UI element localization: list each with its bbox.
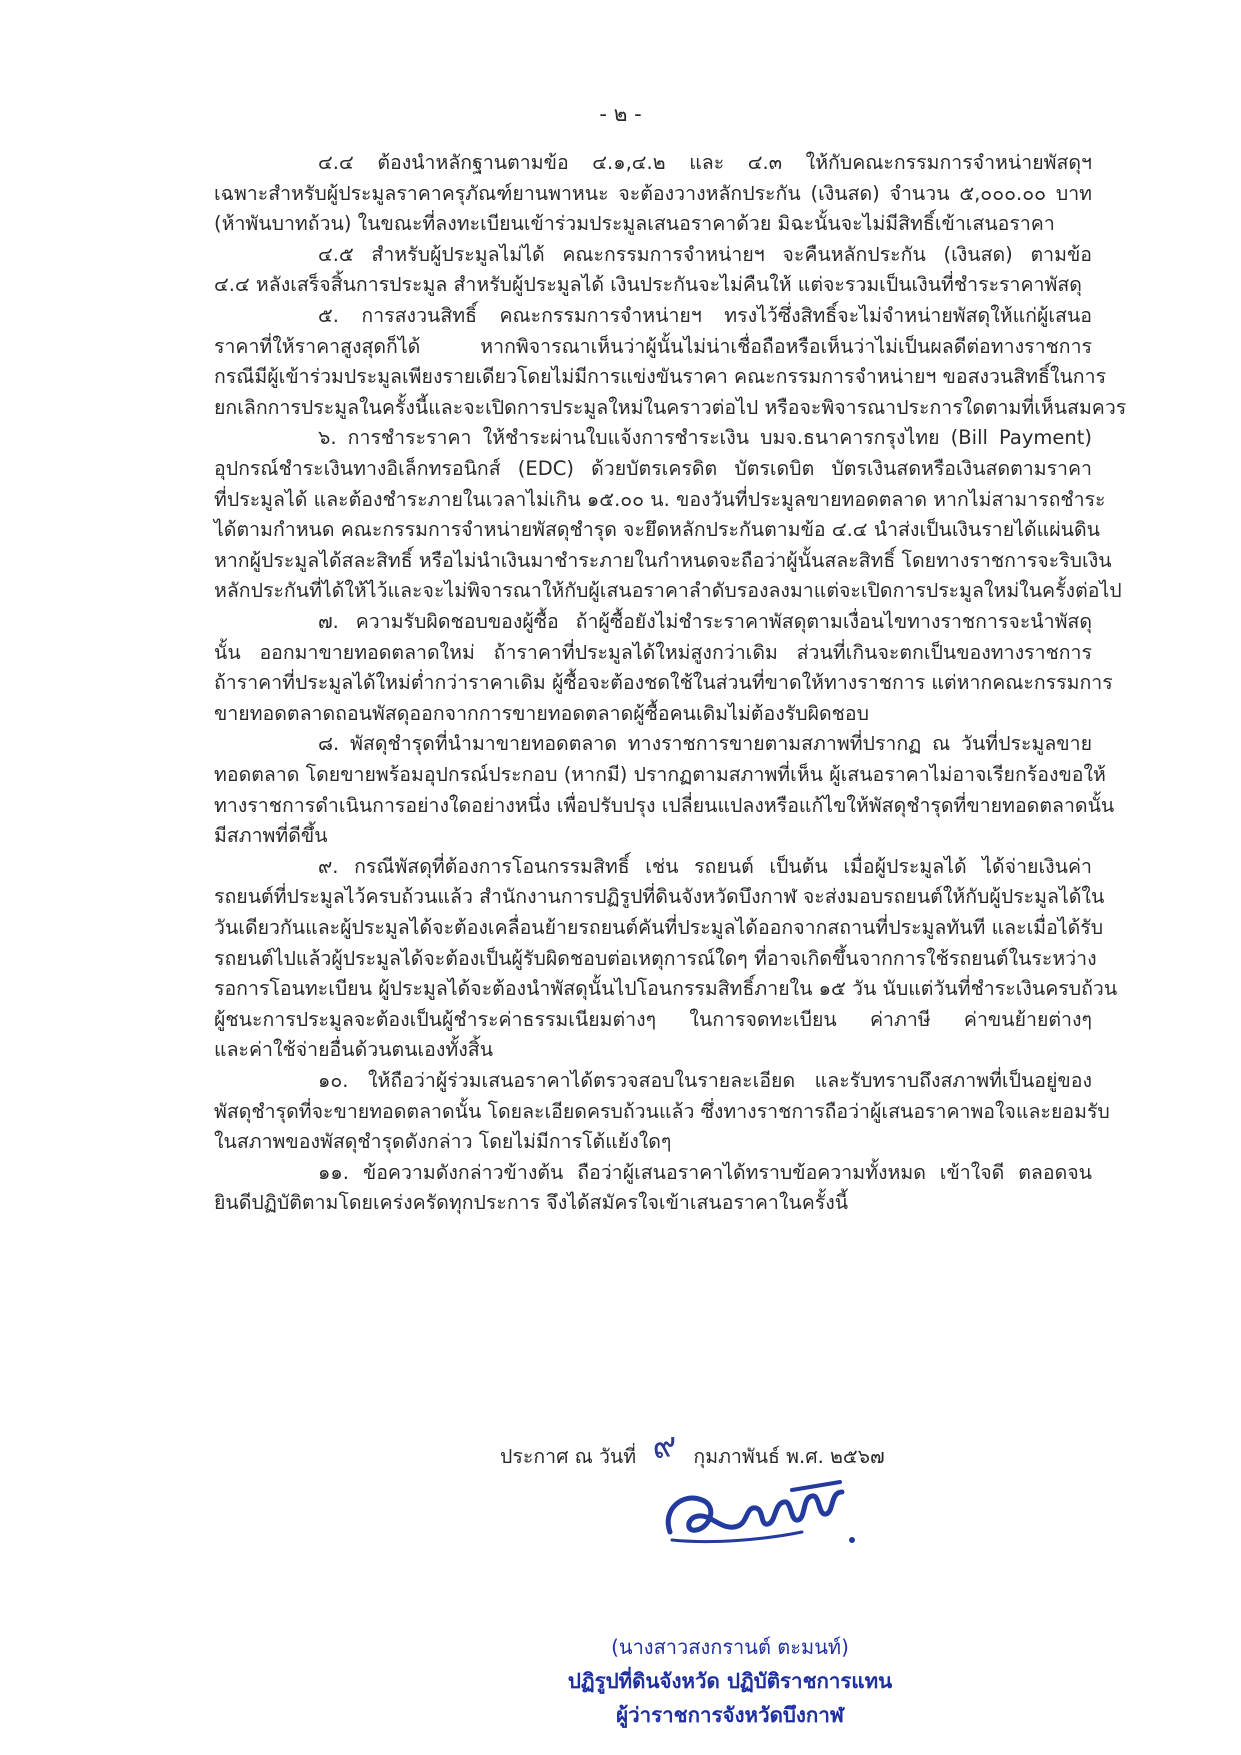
body-line: รถยนต์ที่ประมูลไว้ครบถ้วนแล้ว สำนักงานการปฏิรูปที่ดินจังหวัดบึงกาฬ จะส่งมอบรถยนต์ให้กับผู้ประมูลได้ใน <box>214 885 1105 909</box>
body-line: ยกเลิกการประมูลในครั้งนี้และจะเปิดการประมูลใหม่ในคราวต่อไป หรือจะพิจารณาประการใดตามที่เห็นสมควร <box>214 395 1127 419</box>
body-line: ถ้าราคาที่ประมูลได้ใหม่ต่ำกว่าราคาเดิม ผู้ซื้อจะต้องชดใช้ในส่วนที่ขาดให้ทางราชการ แต่หากคณะกรรมการ <box>214 671 1113 695</box>
body-line: ๖. การชำระราคา ให้ชำระผ่านใบแจ้งการชำระเงิน บมจ.ธนาคารกรุงไทย (Bill Payment) <box>318 426 1092 450</box>
signatory-title-line1: ปฏิรูปที่ดินจังหวัด ปฏิบัติราชการแทน <box>567 1669 893 1693</box>
signatory-name: (นางสาวสงกรานต์ ตะมนท์) <box>611 1635 849 1659</box>
handwritten-signature <box>652 1470 862 1570</box>
body-line: เฉพาะสำหรับผู้ประมูลราคาครุภัณฑ์ยานพาหนะ จะต้องวางหลักประกัน (เงินสด) จำนวน ๕,๐๐๐.๐๐ บาท <box>214 181 1092 205</box>
body-line: ยินดีปฏิบัติตามโดยเคร่งครัดทุกประการ จึงได้สมัครใจเข้าเสนอราคาในครั้งนี้ <box>214 1191 849 1215</box>
body-line: ทอดตลาด โดยขายพร้อมอุปกรณ์ประกอบ (หากมี) ปรากฏตามสภาพที่เห็น ผู้เสนอราคาไม่อาจเรียกร้องขอให้ <box>214 763 1106 786</box>
body-line: ทางราชการดำเนินการอย่างใดอย่างหนึ่ง เพื่อปรับปรุง เปลี่ยนแปลงหรือแก้ไขให้พัสดุชำรุดที่ขายทอดตลาดนั้น <box>214 793 1115 817</box>
date-suffix: กุมภาพันธ์ พ.ศ. ๒๕๖๗ <box>693 1445 885 1468</box>
date-day-handwritten: ๙ <box>649 1424 681 1468</box>
body-line: วันเดียวกันและผู้ประมูลได้จะต้องเคลื่อนย้ายรถยนต์คันที่ประมูลได้ออกจากสถานที่ประมูลทันที และเมื่อได้รับ <box>214 916 1104 939</box>
body-line: อุปกรณ์ชำระเงินทางอิเล็กทรอนิกส์ (EDC) ด้วยบัตรเครดิต บัตรเดบิต บัตรเงินสดหรือเงินสดตามราคา <box>214 457 1092 480</box>
date-prefix: ประกาศ ณ วันที่ <box>500 1445 637 1468</box>
body-line: ขายทอดตลาดถอนพัสดุออกจากการขายทอดตลาดผู้ซื้อคนเดิมไม่ต้องรับผิดชอบ <box>214 701 869 725</box>
body-line: ๑๑. ข้อความดังกล่าวข้างต้น ถือว่าผู้เสนอราคาได้ทราบข้อความทั้งหมด เข้าใจดี ตลอดจน <box>318 1160 1092 1184</box>
body-line: ๔.๔ ต้องนำหลักฐานตามข้อ ๔.๑,๔.๒ และ ๔.๓ ให้กับคณะกรรมการจำหน่ายพัสดุฯ <box>318 151 1092 174</box>
body-line: ๔.๕ สำหรับผู้ประมูลไม่ได้ คณะกรรมการจำหน่ายฯ จะคืนหลักประกัน (เงินสด) ตามข้อ <box>318 242 1092 266</box>
signature-block <box>520 1630 940 1732</box>
body-line: ๕. การสงวนสิทธิ์ คณะกรรมการจำหน่ายฯ ทรงไว้ซึ่งสิทธิ์จะไม่จำหน่ายพัสดุให้แก่ผู้เสนอ <box>318 304 1092 327</box>
body-line: ๘. พัสดุชำรุดที่นำมาขายทอดตลาด ทางราชการขายตามสภาพที่ปรากฏ ณ วันที่ประมูลขาย <box>318 732 1092 756</box>
body-line: ราคาที่ให้ราคาสูงสุดก็ได้ หากพิจารณาเห็นว่าผู้นั้นไม่น่าเชื่อถือหรือเห็นว่าไม่เป็นผลดีต่อทางราชการ <box>214 334 1092 358</box>
page-number: - ๒ - <box>599 102 642 126</box>
body-line: ได้ตามกำหนด คณะกรรมการจำหน่ายพัสดุชำรุด จะยึดหลักประกันตามข้อ ๔.๔ นำส่งเป็นเงินรายได้แผ่นดิน <box>214 518 1100 542</box>
body-line: หากผู้ประมูลได้สละสิทธิ์ หรือไม่นำเงินมาชำระภายในกำหนดจะถือว่าผู้นั้นสละสิทธิ์ โดยทางราชการจะริบเงิน <box>214 548 1112 572</box>
body-line: พัสดุชำรุดที่จะขายทอดตลาดนั้น โดยละเอียดครบถ้วนแล้ว ซึ่งทางราชการถือว่าผู้เสนอราคาพอใจและยอมรับ <box>214 1099 1110 1123</box>
body-line: ในสภาพของพัสดุชำรุดดังกล่าว โดยไม่มีการโต้แย้งใดๆ <box>214 1130 672 1154</box>
body-line: ๔.๔ หลังเสร็จสิ้นการประมูล สำหรับผู้ประมูลได้ เงินประกันจะไม่คืนให้ แต่จะรวมเป็นเงินที่ชำระราคาพัสดุ <box>214 273 1082 297</box>
body-line: ที่ประมูลได้ และต้องชำระภายในเวลาไม่เกิน ๑๕.๐๐ น. ของวันที่ประมูลขายทอดตลาด หากไม่สามารถชำระ <box>214 487 1106 511</box>
body-line: มีสภาพที่ดีขึ้น <box>214 824 328 848</box>
body-line: กรณีมีผู้เข้าร่วมประมูลเพียงรายเดียวโดยไม่มีการแข่งขันราคา คณะกรรมการจำหน่ายฯ ขอสงวนสิทธิ์ในการ <box>214 365 1107 389</box>
body-line: หลักประกันที่ได้ให้ไว้และจะไม่พิจารณาให้กับผู้เสนอราคาลำดับรองลงมาแต่จะเปิดการประมูลใหม่ในครั้งต่อไป <box>214 579 1122 603</box>
body-line: ผู้ชนะการประมูลจะต้องเป็นผู้ชำระค่าธรรมเนียมต่างๆ ในการจดทะเบียน ค่าภาษี ค่าขนย้ายต่างๆ <box>214 1007 1092 1031</box>
body-line: และค่าใช้จ่ายอื่นด้วนตนเองทั้งสิ้น <box>214 1038 494 1062</box>
signatory-title-line2: ผู้ว่าราชการจังหวัดบึงกาฬ <box>616 1703 844 1727</box>
body-line: ๙. กรณีพัสดุที่ต้องการโอนกรรมสิทธิ์ เช่น รถยนต์ เป็นต้น เมื่อผู้ประมูลได้ ได้จ่ายเงินค่า <box>318 854 1092 878</box>
body-line: ๑๐. ให้ถือว่าผู้ร่วมเสนอราคาได้ตรวจสอบในรายละเอียด และรับทราบถึงสภาพที่เป็นอยู่ของ <box>318 1069 1092 1092</box>
body-line: ๗. ความรับผิดชอบของผู้ซื้อ ถ้าผู้ซื้อยังไม่ชำระราคาพัสดุตามเงื่อนไขทางราชการจะนำพัสดุ <box>318 610 1092 633</box>
body-line: รถยนต์ไปแล้วผู้ประมูลได้จะต้องเป็นผู้รับผิดชอบต่อเหตุการณ์ใดๆ ที่อาจเกิดขึ้นจากการใช้รถยนต์ในระหว่าง <box>214 946 1097 970</box>
body-line: (ห้าพันบาทถ้วน) ในขณะที่ลงทะเบียนเข้าร่วมประมูลเสนอราคาด้วย มิฉะนั้นจะไม่มีสิทธิ์เข้าเสนอราคา <box>214 212 1055 236</box>
body-line: นั้น ออกมาขายทอดตลาดใหม่ ถ้าราคาที่ประมูลได้ใหม่สูงกว่าเดิม ส่วนที่เกินจะตกเป็นของทางราชการ <box>214 640 1092 664</box>
body-line: รอการโอนทะเบียน ผู้ประมูลได้จะต้องนำพัสดุนั้นไปโอนกรรมสิทธิ์ภายใน ๑๕ วัน นับแต่วันที่ชำระเงินครบถ้วน <box>214 977 1118 1001</box>
